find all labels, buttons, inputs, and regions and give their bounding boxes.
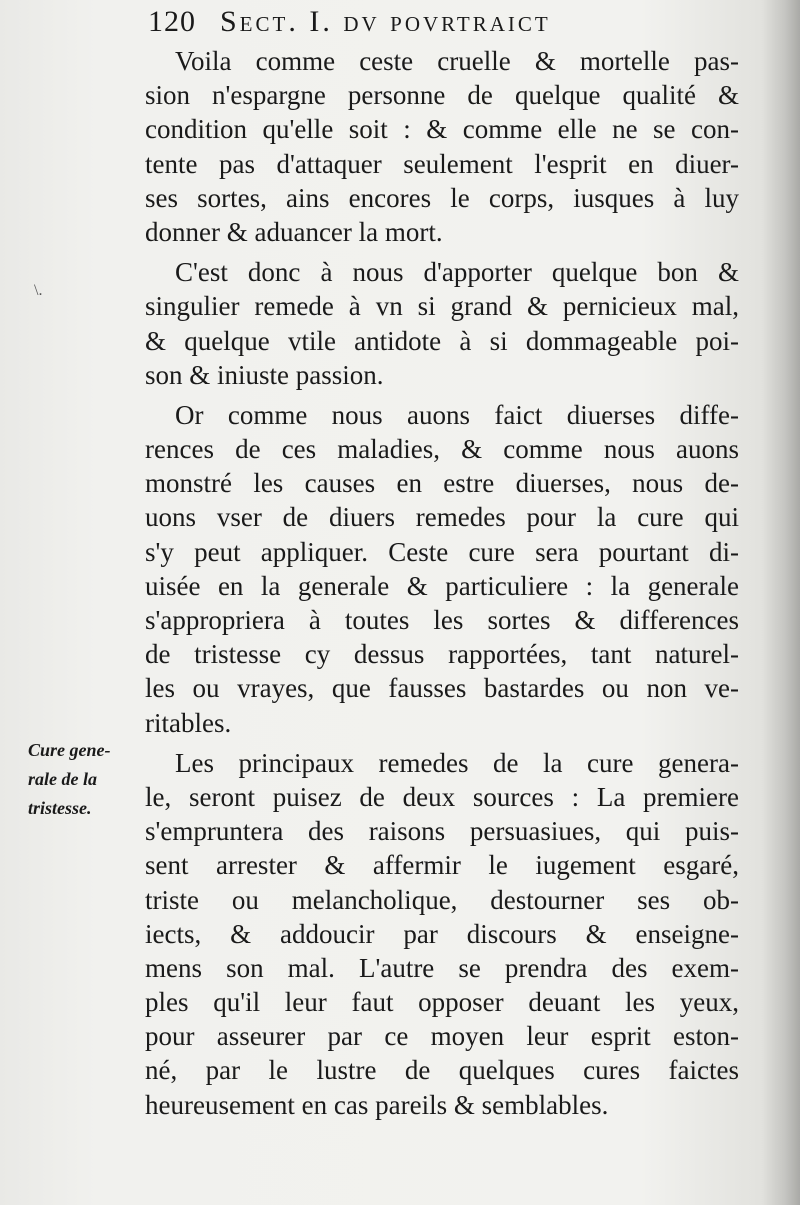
page-number: 120	[148, 5, 196, 38]
running-head	[148, 2, 668, 42]
text-line: triste ou melancholique, destourner ses ob-	[145, 884, 739, 915]
text-line: pour asseurer par ce moyen leur esprit eston-	[145, 1021, 739, 1052]
text-line: s'y peut appliquer. Ceste cure sera pourtant di-	[145, 536, 739, 567]
text-line: rences de ces maladies, & comme nous auons	[145, 434, 739, 465]
text-line: C'est donc à nous d'apporter quelque bon &	[175, 257, 739, 288]
gutter-shadow	[762, 0, 800, 1205]
text-line: heureusement en cas pareils & semblables.	[145, 1089, 609, 1120]
text-line: uons vser de diuers remedes pour la cure qui	[145, 502, 739, 533]
text-line: uisée en la generale & particuliere : la generale	[145, 570, 739, 601]
margin-note	[28, 736, 140, 823]
margin-note-line: Cure gene-	[28, 740, 111, 760]
text-line: sent arrester & affermir le iugement esgaré,	[145, 850, 739, 881]
paragraph	[145, 44, 739, 249]
text-line: tente pas d'attaquer seulement l'esprit en diuer-	[145, 148, 739, 179]
text-line: & quelque vtile antidote à si dommageable poi-	[145, 325, 739, 356]
text-line: iects, & addoucir par discours & enseigne-	[145, 918, 739, 949]
text-line: Voila comme ceste cruelle & mortelle pas-	[175, 46, 739, 76]
text-line: ses sortes, ains encores le corps, iusques à luy	[145, 182, 739, 213]
text-line: né, par le lustre de quelques cures faictes	[145, 1055, 739, 1086]
text-line: s'appropriera à toutes les sortes & differences	[145, 605, 739, 635]
text-line: condition qu'elle soit : & comme elle ne se con-	[145, 114, 739, 145]
text-line: les ou vrayes, que fausses bastardes ou non ve-	[145, 673, 739, 704]
text-line: monstré les causes en estre diuerses, nous de-	[145, 468, 739, 499]
margin-note-line: tristesse.	[28, 798, 92, 818]
paragraph	[145, 255, 739, 392]
margin-note-line: rale de la	[28, 769, 97, 789]
text-line: singulier remede à vn si grand & pernicieux mal,	[145, 291, 739, 322]
text-line: donner & aduancer la mort.	[145, 216, 443, 247]
stray-mark: \.	[34, 282, 43, 299]
text-line: Les principaux remedes de la cure genera-	[175, 747, 739, 778]
running-title: Sect. I. dv povrtraict	[220, 5, 551, 38]
text-line: le, seront puisez de deux sources : La premiere	[145, 781, 739, 812]
text-line: ritables.	[145, 707, 232, 738]
body-text	[145, 44, 739, 1122]
text-line: mens son mal. L'autre se prendra des exem-	[145, 952, 739, 983]
text-line: ples qu'il leur faut opposer deuant les yeux,	[145, 987, 739, 1018]
text-line: s'empruntera des raisons persuasiues, qui puis-	[145, 816, 739, 847]
text-line: de tristesse cy dessus rapportées, tant naturel-	[145, 639, 739, 670]
text-line: son & iniuste passion.	[145, 359, 384, 390]
paragraph	[145, 398, 739, 740]
text-line: Or comme nous auons faict diuerses diffe-	[175, 399, 739, 430]
paragraph	[145, 746, 739, 1122]
text-line: sion n'espargne personne de quelque qualité &	[145, 80, 739, 111]
